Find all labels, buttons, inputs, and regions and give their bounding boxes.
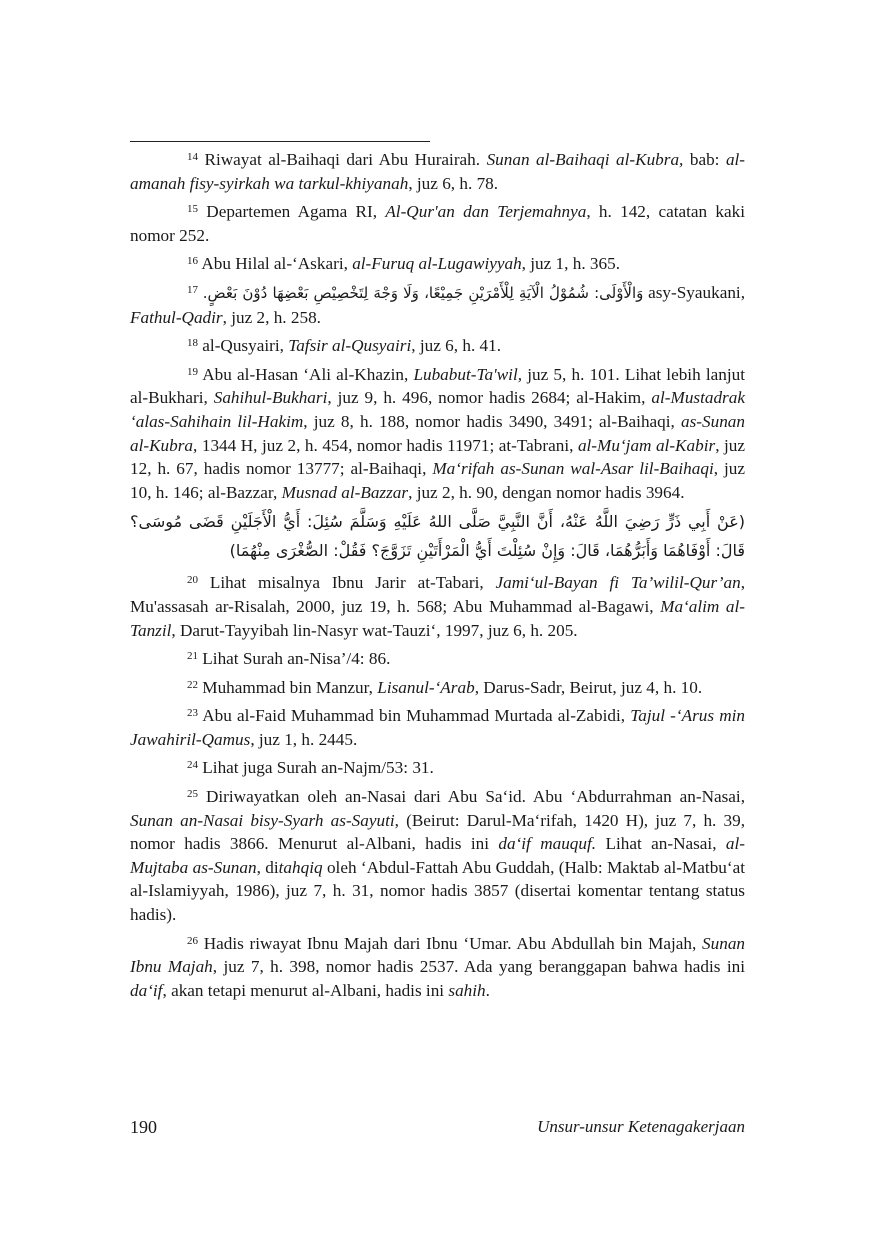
italic-title: Sunan al-Baihaqi al-Kubra, [486,150,684,169]
footnote-text: , juz 10, h. 146; al-Bazzar, [130,459,745,502]
footnote-number: 23 [187,707,198,720]
footnote-text: . [485,980,490,1000]
footnote-text: , akan tetapi menurut al-Albani, hadis ini [162,980,449,1000]
italic-title: Tafsir al-Qusyairi [288,336,412,356]
footnote-number: 25 [187,788,198,801]
footnote-text: Departemen Agama RI, [206,202,386,222]
footnote-number: 15 [187,203,198,216]
footnote-text: , juz 12, h. 67, hadis nomor 13777; al-Baihaqi, [130,435,746,479]
footnote-16 [130,250,745,276]
footnote-number: 20 [187,574,198,587]
footnote-number: 16 [187,255,198,268]
italic-title: Lisanul-‘Arab [377,677,475,697]
italic-title: Sahihul-Bukhari [213,388,328,408]
footnote-number: 19 [187,365,198,378]
footnote-21 [130,645,745,671]
footnote-text: al-Qusyairi, [202,336,289,356]
italic-title: Sunan Ibnu Majah [130,933,745,977]
italic-title: al-amanah fisy-syirkah wa tarkul-khiyanah [130,150,746,193]
footnote-text: , Darut-Tayyibah lin-Nasyr wat-Tauzi‘, 1997, juz 6, h. 205. [171,620,578,640]
footnote-19 [130,361,745,505]
footnote-text: Riwayat al-Baihaqi dari Abu Hurairah. [204,150,487,169]
italic-title: Musnad al-Bazzar [281,482,409,502]
footnote-22 [130,674,745,700]
italic-title: Al-Qur'an dan Terjemahnya [385,202,587,222]
italic-title: Jami‘ul-Bayan fi Ta’wilil-Qur’an [495,573,741,593]
italic-title: al-Mujtaba as-Sunan [130,834,745,877]
footnote-text: oleh ‘Abdul-Fattah Abu Guddah, (Halb: Maktab al-Matbu‘at al-Islamiyyah, 1986), juz 7, h. 31, nomor hadis 3857 (disertai komentar tentang status hadis). [130,857,746,925]
footnote-17 [130,279,745,329]
italic-title: tahqiq [278,857,323,877]
footnote-text: Diriwayatkan oleh an-Nasai dari Abu Sa‘id. Abu ‘Abdurrahman an-Nasai, [205,787,746,807]
italic-title: al-Furuq al-Lugawiyyah [352,254,522,274]
footnote-26 [130,930,745,1003]
footnote-separator-rule [130,141,430,142]
italic-title: Sunan an-Nasai bisy-Syarh as-Sayuti [130,810,395,830]
italic-title: sahih [448,980,486,1000]
footnote-text: , juz 9, h. 496, nomor hadis 2684; al-Hakim, [327,388,652,408]
footnote-text: Abu al-Faid Muhammad bin Muhammad Murtada al-Zabidi, [202,706,631,726]
footnote-number: 17 [187,283,198,296]
footnote-text: , Darus-Sadr, Beirut, juz 4, h. 10. [474,677,703,697]
footnote-text: Hadis riwayat Ibnu Majah dari Ibnu ‘Umar. Abu Abdullah bin Majah, [203,933,703,953]
footnote-number: 21 [187,650,198,663]
footnote-text: , juz 1, h. 2445. [250,729,358,749]
italic-title: Ma‘rifah as-Sunan wal-Asar lil-Baihaqi [432,459,714,479]
footnote-15 [130,198,745,247]
footnote-text: , Mu'assasah ar-Risalah, 2000, juz 19, h. 568; Abu Muhammad al-Bagawi, [130,573,745,616]
footnote-text: Lihat juga Surah an-Najm/53: 31. [202,758,434,778]
footnote-18 [130,332,745,358]
footnote-text: , juz 2, h. 258. [222,307,321,327]
page-number: 190 [130,1117,157,1137]
footnote-25 [130,783,745,927]
footnote-text: Abu Hilal al-‘Askari, [201,254,353,274]
footnote-text: Muhammad bin Manzur, [202,677,378,697]
footnote-number: 24 [187,759,198,772]
footnote-number: 22 [187,678,198,691]
footnote-number: 18 [187,337,198,350]
italic-title: al-Mustadrak ‘alas-Sahihain lil-Hakim [130,388,745,431]
italic-title: da‘if [130,980,163,1000]
footnote-text: Lihat an-Nasai, [596,834,726,854]
footnote-text: , juz 1, h. 365. [521,254,621,274]
footnote-text: , h. 142, catatan kaki nomor 252. [130,202,745,245]
footnote-number: 14 [187,151,198,163]
running-title: Unsur-unsur Ketenagakerjaan [537,1117,745,1136]
italic-title: Ma‘alim al-Tanzil [130,596,745,640]
footnote-text: Lihat Surah an-Nisa’/4: 86. [202,649,391,669]
footnote-text: , juz 6, h. 78. [408,173,499,193]
italic-title: Lubabut-Ta'wil, [413,364,523,384]
footnotes-section [130,146,745,1005]
footnote-text: , 1344 H, juz 2, h. 454, nomor hadis 11971; at-Tabrani, [193,435,578,455]
footnote-text: Lihat misalnya Ibnu Jarir at-Tabari, [209,573,496,593]
footnote-14 [130,146,745,195]
footnote-text: , di [256,857,279,877]
footnote-text: Abu al-Hasan ‘Ali al-Khazin, [202,364,414,384]
page-footer [130,1117,745,1138]
footnote-text: , juz 2, h. 90, dengan nomor hadis 3964. [408,482,685,502]
italic-title: da‘if mauquf. [498,834,597,854]
italic-title: as-Sunan al-Kubra [130,411,745,455]
footnote-text: , juz 7, h. 398, nomor hadis 2537. Ada yang beranggapan bahwa hadis ini [212,957,745,977]
footnote-text: , (Beirut: Darul-Ma‘rifah, 1420 H), juz 7, h. 39, nomor hadis 3866. Menurut al-Albani, hadis ini [130,810,746,854]
footnote-text: bab: [683,150,726,169]
italic-title: al-Mu‘jam al-Kabir [577,435,716,455]
italic-title: Fathul-Qadir [130,307,223,327]
arabic-quote: وَالْأَوْلَى: شُمُوْلُ الْآيَةِ لِلْأَمْرَيْنِ جَمِيْعًا، وَلَا وَجْهَ لِتَخْصِيْصِ بَعْضِهَا دُوْنَ بَعْضٍ. [202,283,644,302]
footnote-text: , juz 8, h. 188, nomor hadis 3490, 3491; al-Baihaqi, [303,411,682,431]
footnote-text: juz 5, h. 101. Lihat lebih lanjut al-Bukhari, [130,364,745,408]
footnote-text: asy-Syaukani, [643,282,745,302]
italic-title: Tajul -‘Arus min Jawahiril-Qamus [130,706,745,749]
footnote-number: 26 [187,934,198,947]
arabic-hadith-block: (عَنْ أَبِي ذَرٍّ رَضِيَ اللَّهُ عَنْهُ، أَنَّ النَّبِيَّ صَلَّى اللهُ عَلَيْهِ وَسَلَّمَ سُئِلَ: أَيُّ الْأَجَلَيْنِ قَضَى مُوسَى؟ قَالَ: أَوْفَاهُمَا وَأَبَرُّهُمَا، قَالَ: وَإِنْ سُئِلْتَ أَيُّ الْمَرْأَتَيْنِ تَزَوَّجَ؟ فَقُلْ: الصُّغْرَى مِنْهُمَا) [130,512,745,561]
footnote-20 [130,569,745,642]
footnote-24 [130,754,745,780]
footnote-text: , juz 6, h. 41. [411,336,502,356]
footnote-23 [130,702,745,751]
